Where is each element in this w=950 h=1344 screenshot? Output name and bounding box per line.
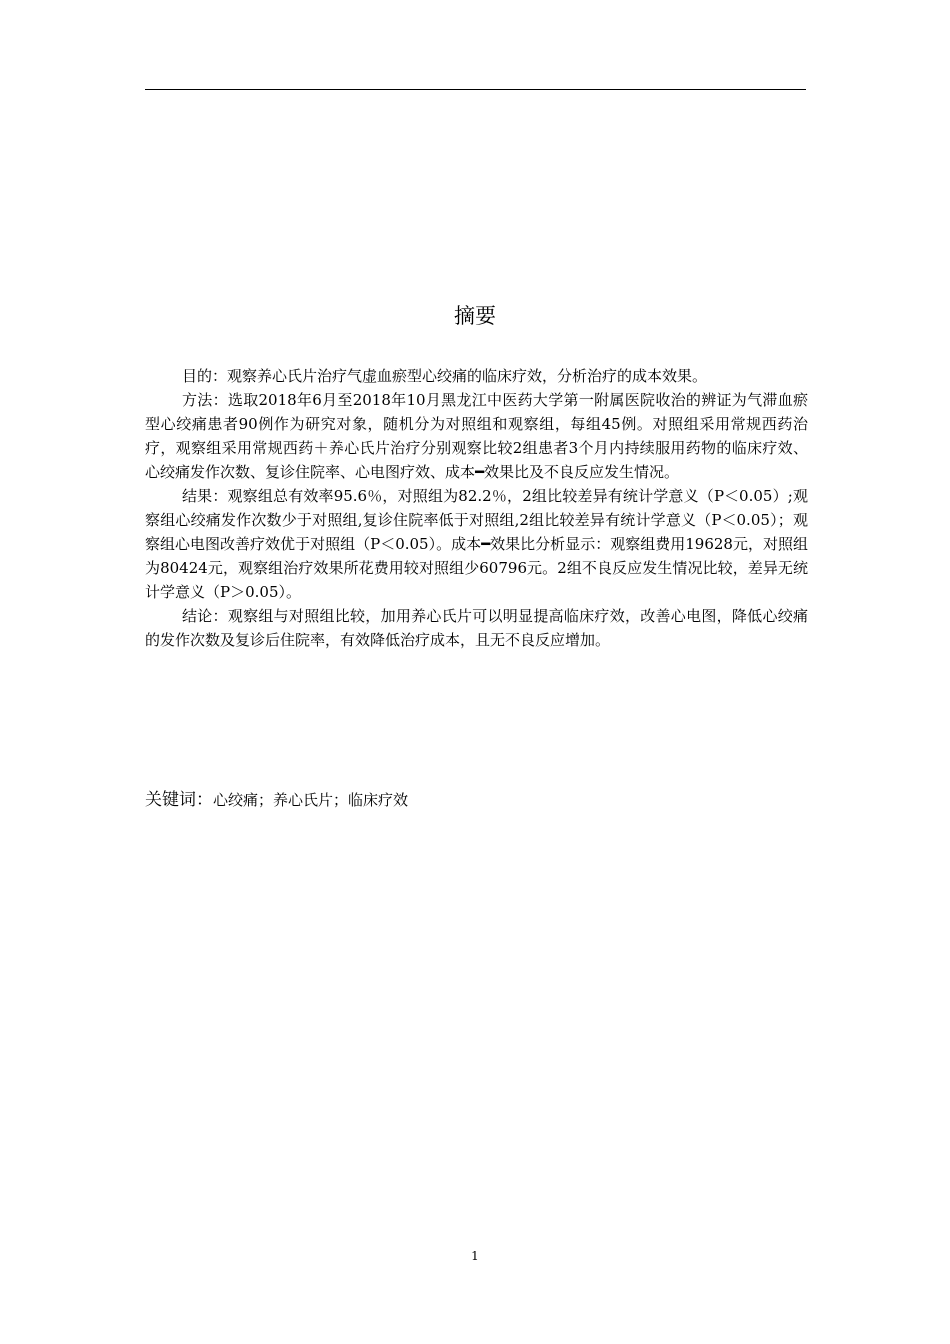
header-rule <box>145 89 806 90</box>
keywords-value: 心绞痛；养心氏片；临床疗效 <box>213 791 409 809</box>
keywords-label: 关键词： <box>145 790 213 810</box>
abstract-body <box>145 364 808 652</box>
page-number: 1 <box>471 1249 479 1263</box>
keywords <box>145 787 808 813</box>
abstract-methods: 方法：选取2018年6月至2018年10月黑龙江中医药大学第一附属医院收治的辨证为气滞血瘀型心绞痛患者90例作为研究对象，随机分为对照组和观察组，每组45例。对照组采用常规西药治疗，观察组采用常规西药＋养心氏片治疗分别观察比较2组患者3个月内持续服用药物的临床疗效、心绞痛发作次数、复诊住院率、心电图疗效、成本━效果比及不良反应发生情况。 <box>145 391 808 481</box>
abstract-conclusion: 结论：观察组与对照组比较，加用养心氏片可以明显提高临床疗效，改善心电图，降低心绞痛的发作次数及复诊后住院率，有效降低治疗成本，且无不良反应增加。 <box>145 607 808 649</box>
abstract-results: 结果：观察组总有效率95.6％，对照组为82.2％，2组比较差异有统计学意义（P＜0.05）;观察组心绞痛发作次数少于对照组,复诊住院率低于对照组,2组比较差异有统计学意义（P＜0.05）；观察组心电图改善疗效优于对照组（P＜0.05）。成本━效果比分析显示：观察组费用19628元，对照组为80424元，观察组治疗效果所花费用较对照组少60796元。2组不良反应发生情况比较，差异无统计学意义（P＞0.05）。 <box>145 487 808 601</box>
abstract-objective: 目的：观察养心氏片治疗气虚血瘀型心绞痛的临床疗效，分析治疗的成本效果。 <box>182 367 708 385</box>
page-title: 摘要 <box>454 304 496 328</box>
